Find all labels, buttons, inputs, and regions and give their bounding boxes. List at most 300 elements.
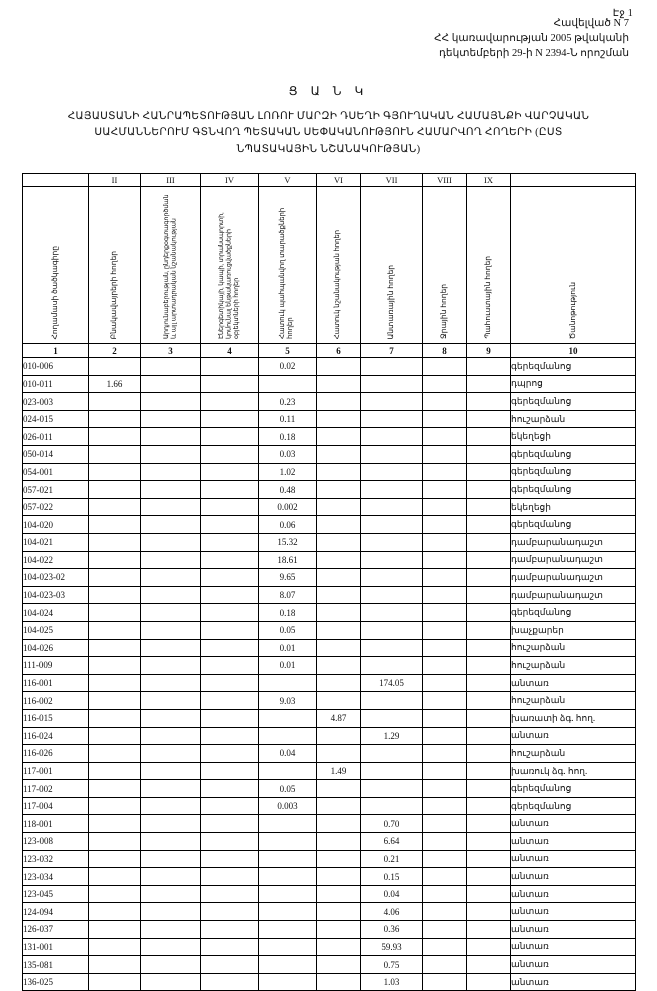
cell-industry [141,358,201,376]
table-row [23,358,636,376]
cell-special-purpose [317,868,361,886]
table-roman-row [23,174,636,187]
cell-code: 117-004 [23,797,89,815]
cell-settlement [89,621,141,639]
cell-water [423,551,467,569]
roman-3: III [141,174,201,187]
cell-industry [141,657,201,675]
cell-forest: 0.75 [361,956,423,974]
cell-special-protected [259,921,317,939]
cell-note: անտառ [511,727,636,745]
cell-forest [361,481,423,499]
cell-energy [201,709,259,727]
cell-energy [201,745,259,763]
cell-settlement [89,428,141,446]
roman-6: VI [317,174,361,187]
column-header-special-protected-label: Հատուկ պահպանվող տարածքների հողեր [279,207,295,340]
cell-reserve [467,639,511,657]
cell-special-protected: 0.23 [259,393,317,411]
cell-note: եկեղեցի [511,428,636,446]
cell-water [423,921,467,939]
cell-settlement: 1.66 [89,375,141,393]
table-row [23,692,636,710]
cell-note: անտառ [511,850,636,868]
cell-energy [201,815,259,833]
cell-industry [141,780,201,798]
cell-special-protected [259,850,317,868]
cell-forest: 6.64 [361,833,423,851]
cell-special-protected: 8.07 [259,586,317,604]
header-line-2: ՀՀ կառավարության 2005 թվականի [434,33,629,45]
cell-water [423,604,467,622]
column-header-code [23,187,89,344]
cell-special-protected: 0.02 [259,358,317,376]
cell-industry [141,868,201,886]
cell-forest [361,569,423,587]
column-number-4: 4 [201,344,259,358]
table-row [23,833,636,851]
cell-special-protected: 0.002 [259,498,317,516]
table-row [23,709,636,727]
cell-special-purpose [317,745,361,763]
cell-code: 126-037 [23,921,89,939]
cell-energy [201,481,259,499]
cell-reserve [467,586,511,604]
table-row [23,621,636,639]
column-header-energy-label: Էներգետիկայի, կապի, տրանսպորտի, կոմունալ ենթակառուցվածքների օբյեկտների հողեր [218,212,241,340]
cell-industry [141,498,201,516]
cell-forest [361,586,423,604]
cell-note: գերեզմանոց [511,358,636,376]
cell-special-purpose [317,815,361,833]
cell-code: 104-024 [23,604,89,622]
cell-special-protected: 9.03 [259,692,317,710]
cell-industry [141,533,201,551]
table-body [23,358,636,991]
page-title: Ց Ա Ն Կ [288,83,369,98]
cell-energy [201,850,259,868]
cell-forest [361,745,423,763]
cell-code: 111-009 [23,657,89,675]
cell-code: 116-026 [23,745,89,763]
cell-special-purpose [317,569,361,587]
cell-forest [361,639,423,657]
cell-code: 104-023-03 [23,586,89,604]
cell-code: 026-011 [23,428,89,446]
cell-settlement [89,956,141,974]
cell-settlement [89,903,141,921]
cell-industry [141,692,201,710]
cell-forest [361,657,423,675]
cell-special-protected: 0.01 [259,657,317,675]
table-row [23,745,636,763]
table-row [23,921,636,939]
cell-water [423,868,467,886]
cell-settlement [89,516,141,534]
cell-note: դամբարանադաշտ [511,569,636,587]
cell-special-protected: 9.65 [259,569,317,587]
cell-note: հուշարձան [511,692,636,710]
cell-special-protected: 0.05 [259,780,317,798]
cell-code: 104-025 [23,621,89,639]
cell-reserve [467,850,511,868]
cell-industry [141,885,201,903]
column-number-7: 7 [361,344,423,358]
cell-special-purpose [317,463,361,481]
cell-reserve [467,938,511,956]
column-header-special-protected [259,187,317,344]
roman-2: II [89,174,141,187]
cell-energy [201,938,259,956]
column-header-forest [361,187,423,344]
cell-energy [201,657,259,675]
cell-reserve [467,797,511,815]
cell-settlement [89,410,141,428]
cell-energy [201,533,259,551]
cell-code: 116-015 [23,709,89,727]
roman-10 [511,174,636,187]
cell-energy [201,604,259,622]
cell-settlement [89,446,141,464]
cell-settlement [89,358,141,376]
cell-industry [141,956,201,974]
cell-forest [361,762,423,780]
column-number-2: 2 [89,344,141,358]
cell-settlement [89,921,141,939]
cell-code: 116-024 [23,727,89,745]
table-row [23,639,636,657]
cell-water [423,973,467,991]
cell-special-protected [259,815,317,833]
cell-note: անտառ [511,938,636,956]
cell-settlement [89,674,141,692]
header-line-1: Հավելված N 7 [553,18,629,29]
cell-special-protected [259,674,317,692]
cell-industry [141,797,201,815]
cell-special-purpose [317,797,361,815]
column-header-special-purpose-label: Հատուկ նշանակության հողեր [334,229,342,340]
cell-industry [141,604,201,622]
cell-code: 010-011 [23,375,89,393]
cell-energy [201,762,259,780]
cell-code: 024-015 [23,410,89,428]
cell-reserve [467,727,511,745]
cell-forest [361,797,423,815]
cell-energy [201,727,259,745]
cell-special-purpose [317,410,361,428]
cell-water [423,393,467,411]
cell-reserve [467,921,511,939]
table-row [23,815,636,833]
cell-industry [141,727,201,745]
cell-forest [361,604,423,622]
cell-reserve [467,533,511,551]
cell-code: 104-023-02 [23,569,89,587]
cell-water [423,428,467,446]
cell-settlement [89,533,141,551]
cell-note: գերեզմանոց [511,481,636,499]
cell-forest [361,551,423,569]
cell-code: 136-025 [23,973,89,991]
cell-reserve [467,709,511,727]
cell-water [423,463,467,481]
document-subtitle [28,109,629,159]
cell-forest: 174.05 [361,674,423,692]
cell-special-purpose [317,428,361,446]
cell-code: 116-002 [23,692,89,710]
cell-industry [141,709,201,727]
cell-settlement [89,762,141,780]
cell-industry [141,762,201,780]
cell-special-protected: 0.05 [259,621,317,639]
cell-industry [141,463,201,481]
cell-special-protected: 0.04 [259,745,317,763]
cell-note: անտառ [511,833,636,851]
cell-energy [201,498,259,516]
cell-special-purpose [317,551,361,569]
cell-special-protected: 0.48 [259,481,317,499]
column-header-settlement-label: Բնակավայրերի հողեր [109,250,119,340]
column-number-8: 8 [423,344,467,358]
cell-reserve [467,410,511,428]
column-header-industry [141,187,201,344]
cell-special-purpose [317,850,361,868]
cell-energy [201,410,259,428]
cell-forest: 0.04 [361,885,423,903]
cell-water [423,797,467,815]
table-row [23,498,636,516]
column-number-10: 10 [511,344,636,358]
cell-forest [361,428,423,446]
roman-9: IX [467,174,511,187]
cell-forest: 0.15 [361,868,423,886]
cell-reserve [467,956,511,974]
cell-water [423,621,467,639]
table-row [23,780,636,798]
cell-special-purpose [317,586,361,604]
cell-special-protected: 0.18 [259,604,317,622]
cell-forest [361,709,423,727]
column-header-note [511,187,636,344]
cell-forest [361,446,423,464]
cell-industry [141,938,201,956]
cell-reserve [467,498,511,516]
cell-special-purpose [317,885,361,903]
cell-note: խաչքարեր [511,621,636,639]
cell-special-protected [259,833,317,851]
cell-reserve [467,885,511,903]
cell-energy [201,885,259,903]
cell-special-protected [259,903,317,921]
cell-settlement [89,586,141,604]
cell-note: գերեզմանոց [511,780,636,798]
cell-forest [361,410,423,428]
cell-water [423,358,467,376]
table-row [23,569,636,587]
table-row [23,797,636,815]
cell-reserve [467,463,511,481]
cell-water [423,498,467,516]
column-header-special-purpose [317,187,361,344]
cell-industry [141,815,201,833]
column-header-water-label: Ջրային հողեր [439,284,449,340]
cell-code: 010-006 [23,358,89,376]
cell-industry [141,551,201,569]
cell-water [423,533,467,551]
cell-forest: 0.36 [361,921,423,939]
cell-code: 057-022 [23,498,89,516]
cell-water [423,903,467,921]
cell-reserve [467,973,511,991]
cell-settlement [89,463,141,481]
cell-reserve [467,692,511,710]
column-number-3: 3 [141,344,201,358]
cell-code: 104-020 [23,516,89,534]
cell-special-protected: 0.06 [259,516,317,534]
cell-special-protected: 0.01 [259,639,317,657]
cell-special-protected: 0.18 [259,428,317,446]
cell-special-protected: 18.61 [259,551,317,569]
cell-settlement [89,885,141,903]
cell-water [423,481,467,499]
cell-code: 104-022 [23,551,89,569]
cell-special-purpose: 4.87 [317,709,361,727]
cell-energy [201,551,259,569]
cell-forest [361,375,423,393]
subtitle-line-2: ՍԱՀՄԱՆՆԵՐՈՒՄ ԳՏՆՎՈՂ ՊԵՏԱԿԱՆ ՍԵՓԱԿԱՆՈՒԹՅՈՒՆ ՀԱՄԱՐՎՈՂ ՀՈՂԵՐԻ (ԸՍՏ [94,127,563,139]
column-number-9: 9 [467,344,511,358]
cell-note: գերեզմանոց [511,604,636,622]
cell-water [423,674,467,692]
cell-note: գերեզմանոց [511,393,636,411]
cell-water [423,375,467,393]
cell-water [423,410,467,428]
cell-industry [141,569,201,587]
cell-note: գերեզմանոց [511,797,636,815]
cell-special-purpose [317,481,361,499]
cell-special-purpose [317,833,361,851]
cell-settlement [89,833,141,851]
cell-energy [201,393,259,411]
roman-8: VIII [423,174,467,187]
table-row [23,533,636,551]
cell-reserve [467,621,511,639]
cell-energy [201,463,259,481]
table-row [23,463,636,481]
cell-energy [201,358,259,376]
cell-settlement [89,973,141,991]
cell-special-protected: 15.32 [259,533,317,551]
cell-forest: 0.70 [361,815,423,833]
cell-settlement [89,498,141,516]
cell-special-purpose [317,938,361,956]
cell-reserve [467,745,511,763]
cell-settlement [89,393,141,411]
cell-industry [141,973,201,991]
column-number-5: 5 [259,344,317,358]
cell-energy [201,692,259,710]
cell-note: անտառ [511,956,636,974]
cell-industry [141,393,201,411]
table-row [23,551,636,569]
cell-special-purpose [317,533,361,551]
column-header-reserve [467,187,511,344]
cell-note: հուշարձան [511,410,636,428]
cell-special-protected [259,727,317,745]
cell-water [423,727,467,745]
table-row [23,657,636,675]
cell-special-purpose [317,956,361,974]
cell-special-purpose [317,973,361,991]
cell-industry [141,903,201,921]
cell-code: 023-003 [23,393,89,411]
cell-reserve [467,393,511,411]
roman-7: VII [361,174,423,187]
cell-special-purpose [317,621,361,639]
table-row [23,903,636,921]
cell-note: անտառ [511,868,636,886]
cell-energy [201,921,259,939]
cell-industry [141,375,201,393]
column-header-code-label: Հողամասի ծածկագիրը [50,245,60,340]
subtitle-line-3: ՆՊԱՏԱԿԱՅԻՆ ՆՇԱՆԱԿՈՒԹՅԱՆ) [236,144,421,156]
cell-code: 104-021 [23,533,89,551]
cell-special-protected [259,375,317,393]
cell-industry [141,921,201,939]
cell-code: 118-001 [23,815,89,833]
cell-note: դամբարանադաշտ [511,551,636,569]
cell-code: 123-034 [23,868,89,886]
cell-special-protected [259,709,317,727]
cell-code: 123-032 [23,850,89,868]
cell-settlement [89,815,141,833]
cell-reserve [467,762,511,780]
cell-energy [201,446,259,464]
cell-energy [201,868,259,886]
cell-settlement [89,850,141,868]
cell-water [423,446,467,464]
cell-water [423,780,467,798]
cell-note: հուշարձան [511,657,636,675]
cell-special-purpose [317,692,361,710]
cell-forest [361,393,423,411]
roman-1 [23,174,89,187]
cell-energy [201,674,259,692]
column-header-water [423,187,467,344]
cell-energy [201,569,259,587]
cell-forest [361,516,423,534]
table-row [23,885,636,903]
cell-reserve [467,903,511,921]
cell-reserve [467,604,511,622]
cell-industry [141,850,201,868]
table-row [23,586,636,604]
cell-special-purpose: 1.49 [317,762,361,780]
cell-water [423,516,467,534]
cell-special-purpose [317,516,361,534]
table-head [23,174,636,358]
cell-special-purpose [317,393,361,411]
cell-special-protected [259,938,317,956]
cell-forest: 1.03 [361,973,423,991]
table-row [23,973,636,991]
cell-note: եկեղեցի [511,498,636,516]
cell-settlement [89,709,141,727]
cell-industry [141,516,201,534]
cell-settlement [89,604,141,622]
cell-settlement [89,551,141,569]
cell-note: անտառ [511,885,636,903]
